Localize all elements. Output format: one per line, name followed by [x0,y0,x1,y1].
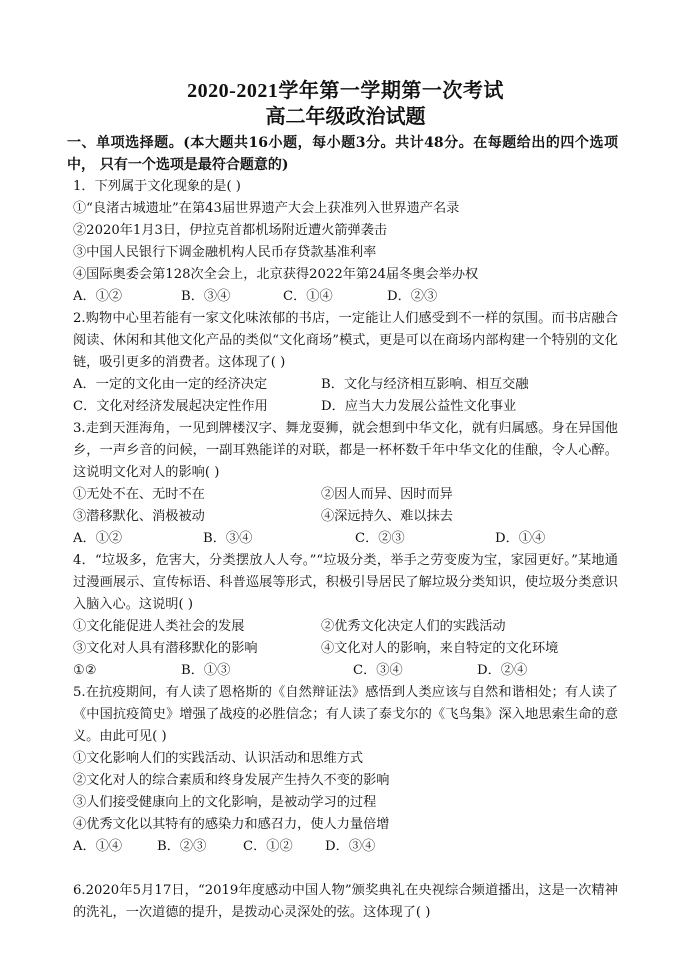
question-2-stem: 2.购物中心里若能有一家文化味浓郁的书店，一定能让人们感受到不一样的氛围。而书店融合阅读、休闲和其他文化产品的类似“文化商场”模式，更是可以在商场内部构建一个特别的文化链，吸引更多的消费者。这体现了( ) [73,311,618,370]
spacer [73,858,618,880]
question-4-items-row1 [73,616,618,638]
option-d: D．应当大力发展公益性文化事业 [321,399,517,414]
question-4-item: ②优秀文化决定人们的实践活动 [321,619,506,634]
question-1-item: ③中国人民银行下调金融机构人民币存贷款基准利率 [73,245,377,260]
option-d: D．②④ [477,663,528,678]
section-heading: 一、单项选择题。(本大题共16小题，每小题3分。共计48分。在每题给出的四个选项中， 只有一个选项是最符合题意的) [67,135,618,173]
option-a: A．一定的文化由一定的经济决定 [73,377,268,392]
question-1-item: ②2020年1月3日，伊拉克首都机场附近遭火箭弹袭击 [73,223,388,238]
option-a: A．①② [73,289,123,304]
option-d: D．③④ [325,839,376,854]
question-3-items-row2 [73,506,618,528]
question-5-item: ①文化影响人们的实践活动、认识活动和思维方式 [73,751,364,766]
question-3-item: ④深远持久、难以抹去 [321,509,453,524]
question-5-item: ③人们接受健康向上的文化影响，是被动学习的过程 [73,795,377,810]
option-c: C．①④ [283,289,333,304]
question-4-item: ③文化对人具有潜移默化的影响 [73,641,258,656]
question-4-options [73,660,618,682]
question-3-items-row1 [73,484,618,506]
option-a: A．①④ [73,839,123,854]
question-4-stem: 4．“垃圾多，危害大，分类摆放人人夸。”“垃圾分类，举手之劳变废为宝，家园更好。”某地通过漫画展示、宣传标语、科普巡展等形式，积极引导居民了解垃圾分类知识，使垃圾分类意识入脑入心。这说明( ) [73,553,618,612]
option-a: ①② [73,663,97,678]
question-1-item: ①“良渚古城遗址”在第43届世界遗产大会上获准列入世界遗产名录 [73,201,460,216]
option-b: B．③④ [181,289,231,304]
exam-title: 2020-2021学年第一学期第一次考试 [187,80,504,102]
exam-subtitle: 高二年级政治试题 [265,106,426,128]
question-1-options [73,286,618,308]
question-4-items-row2 [73,638,618,660]
option-a: A．①② [73,531,123,546]
option-c: C．①② [243,839,293,854]
question-4-item: ①文化能促进人类社会的发展 [73,619,245,634]
question-6-stem: 6.2020年5月17日，“2019年度感动中国人物”颁奖典礼在央视综合频道播出，这是一次精神的洗礼，一次道德的提升，是拨动心灵深处的弦。这体现了( ) [73,883,618,920]
option-c: C．②③ [355,531,405,546]
option-b: B．①③ [181,663,231,678]
question-3-stem: 3.走到天涯海角，一见到牌楼汉字、舞龙耍狮，就会想到中华文化，就有归属感。身在异国他乡，一声乡音的问候，一副耳熟能详的对联，都是一杯杯数千年中华文化的佳酿，令人心醉。这说明文化对人的影响( ) [73,421,618,480]
option-b: B．文化与经济相互影响、相互交融 [321,377,529,392]
option-b: B．②③ [157,839,207,854]
question-1-stem: 1．下列属于文化现象的是( ) [73,179,241,194]
question-3-item: ③潜移默化、消极被动 [73,509,205,524]
question-2-options-row2 [73,396,618,418]
option-d: D．①④ [495,531,546,546]
question-1-item: ④国际奥委会第128次全会上，北京获得2022年第24届冬奥会举办权 [73,267,479,282]
question-3-item: ②因人而异、因时而异 [321,487,453,502]
question-5-item: ④优秀文化以其特有的感染力和感召力，使人力量倍增 [73,817,390,832]
question-5-stem: 5.在抗疫期间，有人读了恩格斯的《自然辩证法》感悟到人类应该与自然和谐相处；有人读了《中国抗疫简史》增强了战疫的必胜信念；有人读了泰戈尔的《飞鸟集》深入地思索生命的意义。由此可见( ) [73,685,618,744]
question-5-options [73,836,618,858]
option-b: B．③④ [203,531,253,546]
question-5-item: ②文化对人的综合素质和终身发展产生持久不变的影响 [73,773,390,788]
option-c: C．文化对经济发展起决定性作用 [73,399,268,414]
question-3-item: ①无处不在、无时不在 [73,487,205,502]
question-4-item: ④文化对人的影响，来自特定的文化环境 [321,641,559,656]
option-c: C．③④ [353,663,403,678]
question-3-options [73,528,618,550]
question-2-options-row1 [73,374,618,396]
option-d: D．②③ [387,289,438,304]
